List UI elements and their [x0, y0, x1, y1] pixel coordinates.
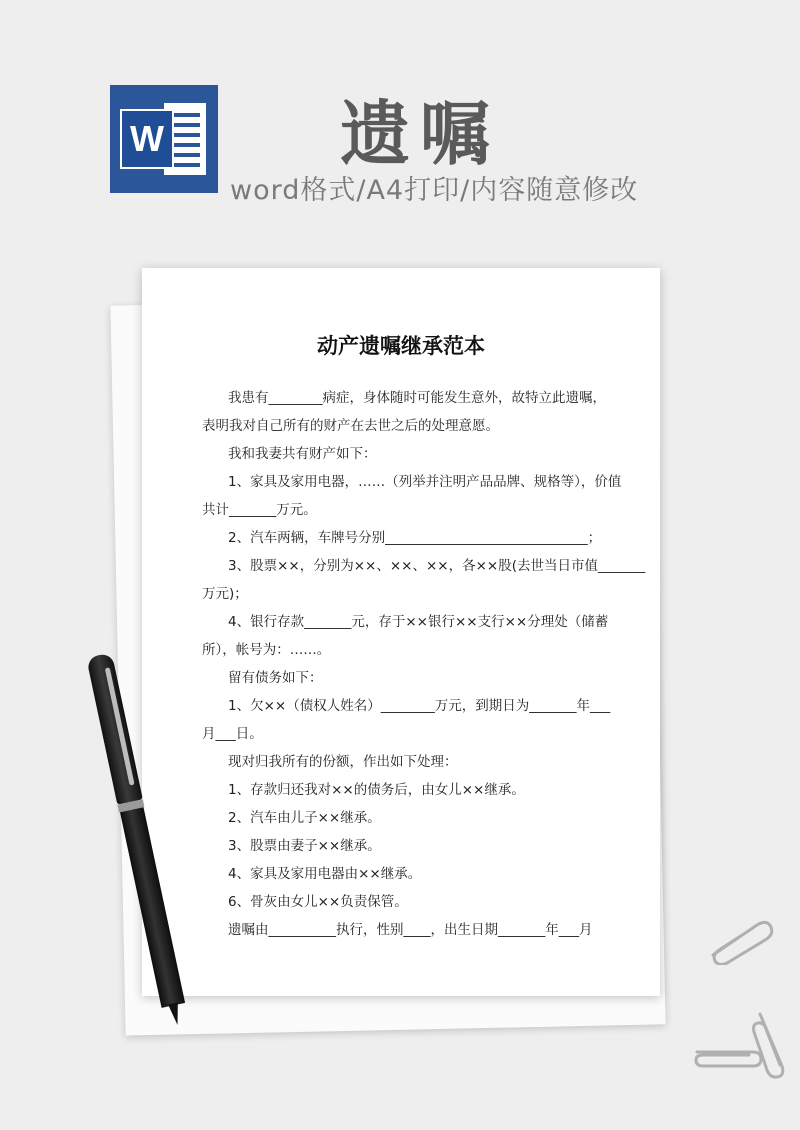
document-sheet — [142, 268, 660, 996]
paragraph-line: 万元)； — [202, 586, 248, 602]
paragraph-line: 4、家具及家用电器由××继承。 — [228, 866, 422, 882]
paragraph-line: 6、骨灰由女儿××负责保管。 — [228, 894, 408, 910]
paragraph-line: 共计_______万元。 — [202, 502, 317, 518]
page-title: 遗嘱 — [340, 93, 500, 175]
paragraph-line: 2、汽车两辆，车牌号分别______________________________； — [228, 530, 602, 546]
paragraph-line: 现对归我所有的份额，作出如下处理： — [228, 754, 458, 770]
paragraph-line: 所），帐号为：……。 — [202, 642, 331, 658]
paragraph-line: 1、欠××（债权人姓名）________万元，到期日为_______年___ — [228, 698, 611, 714]
document-title: 动产遗嘱继承范本 — [317, 334, 485, 358]
paragraph-line: 月___日。 — [202, 726, 263, 742]
paragraph-line: 我和我妻共有财产如下： — [228, 446, 377, 462]
word-w-tile: W — [120, 109, 174, 169]
paragraph-line: 1、存款归还我对××的债务后，由女儿××继承。 — [228, 782, 525, 798]
paragraph-line: 表明我对自己所有的财产在去世之后的处理意愿。 — [202, 418, 499, 434]
paragraph-line: 3、股票由妻子××继承。 — [228, 838, 381, 854]
paperclip-icon — [705, 915, 775, 965]
paragraph-line: 4、银行存款_______元，存于××银行××支行××分理处（储蓄 — [228, 614, 609, 630]
paperclip-icon — [752, 1010, 792, 1080]
paragraph-line: 3、股票××，分别为××、××、××，各××股(去世当日市值_______ — [228, 558, 646, 574]
word-logo-icon — [110, 85, 218, 193]
paragraph-line: 留有债务如下： — [228, 670, 323, 686]
page-subtitle: word格式/A4打印/内容随意修改 — [230, 175, 639, 206]
paragraph-line: 我患有________病症，身体随时可能发生意外，故特立此遗嘱， — [228, 390, 606, 406]
paragraph-line: 遗嘱由__________执行，性别____，出生日期_______年___月 — [228, 922, 593, 938]
paragraph-line: 1、家具及家用电器，……（列举并注明产品品牌、规格等），价值 — [228, 474, 622, 490]
paragraph-line: 2、汽车由儿子××继承。 — [228, 810, 381, 826]
